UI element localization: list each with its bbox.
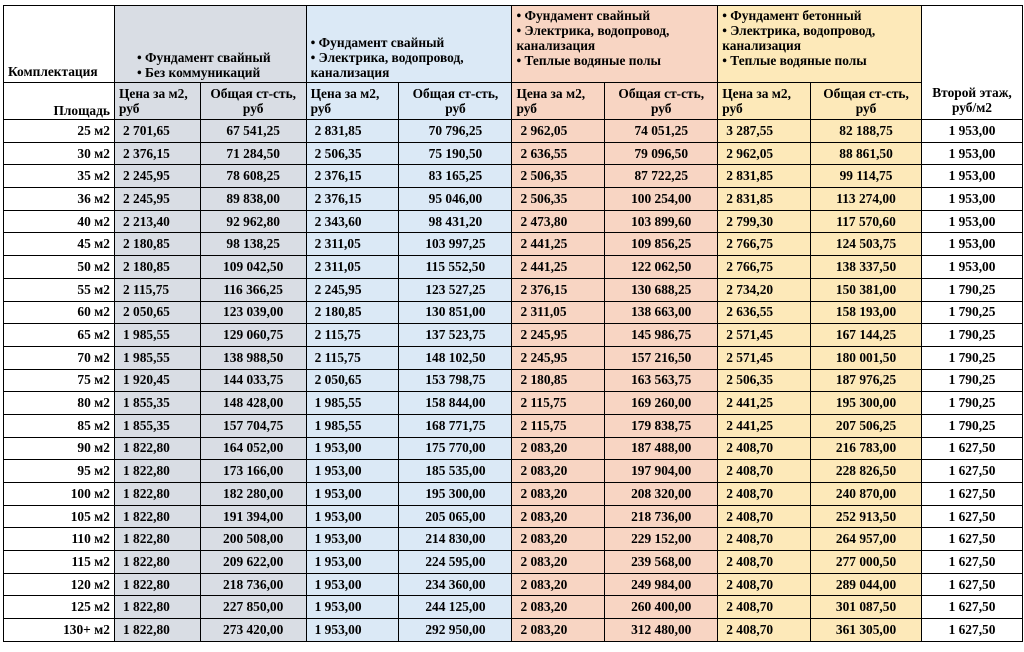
table-row [4, 188, 1023, 211]
total-cell-4: 240 870,00 [811, 483, 922, 506]
price-cell-2: 2 311,05 [306, 256, 399, 279]
total-cell-1: 218 736,00 [200, 573, 306, 596]
price-cell-1: 1 822,80 [114, 573, 200, 596]
group-3-line-2: • Электрика, водопровод, канализация [516, 23, 670, 53]
area-cell: 36 м2 [4, 188, 115, 211]
total-cell-2: 130 851,00 [399, 301, 512, 324]
total-cell-2: 175 770,00 [399, 437, 512, 460]
price-cell-2: 1 953,00 [306, 596, 399, 619]
price-cell-1: 2 245,95 [114, 165, 200, 188]
total-cell-2: 244 125,00 [399, 596, 512, 619]
group-2-line-2: • Электрика, водопровод, канализация [310, 50, 464, 80]
price-cell-4: 2 408,70 [718, 437, 811, 460]
total-cell-4: 82 188,75 [811, 120, 922, 143]
price-cell-3: 2 441,25 [512, 256, 605, 279]
total-cell-3: 109 856,25 [605, 233, 718, 256]
price-cell-3: 2 180,85 [512, 369, 605, 392]
second-floor-header: Второй этаж, руб/м2 [922, 6, 1023, 120]
price-cell-1: 1 822,80 [114, 437, 200, 460]
total-cell-3: 87 722,25 [605, 165, 718, 188]
price-cell-4: 2 831,85 [718, 188, 811, 211]
second-floor-cell: 1 627,50 [922, 551, 1023, 574]
total-cell-3: 218 736,00 [605, 505, 718, 528]
price-cell-3: 2 083,20 [512, 573, 605, 596]
total-cell-4: 187 976,25 [811, 369, 922, 392]
price-cell-3: 2 083,20 [512, 437, 605, 460]
second-floor-cell: 1 790,25 [922, 392, 1023, 415]
total-cell-2: 70 796,25 [399, 120, 512, 143]
total-cell-2: 234 360,00 [399, 573, 512, 596]
total-cell-4: 158 193,00 [811, 301, 922, 324]
area-cell: 110 м2 [4, 528, 115, 551]
total-cell-2: 103 997,25 [399, 233, 512, 256]
total-cell-4: 167 144,25 [811, 324, 922, 347]
total-cell-3: 187 488,00 [605, 437, 718, 460]
total-cell-3: 157 216,50 [605, 346, 718, 369]
total-cell-2: 168 771,75 [399, 414, 512, 437]
total-cell-2: 95 046,00 [399, 188, 512, 211]
second-floor-cell: 1 790,25 [922, 278, 1023, 301]
total-cell-2: 195 300,00 [399, 483, 512, 506]
total-cell-4: 289 044,00 [811, 573, 922, 596]
table-row [4, 596, 1023, 619]
price-cell-2: 1 953,00 [306, 460, 399, 483]
col-total-4: Общая ст-сть, руб [811, 83, 922, 120]
total-cell-1: 123 039,00 [200, 301, 306, 324]
area-cell: 95 м2 [4, 460, 115, 483]
group-header-4 [718, 6, 922, 83]
total-cell-3: 208 320,00 [605, 483, 718, 506]
total-cell-4: 124 503,75 [811, 233, 922, 256]
total-cell-2: 205 065,00 [399, 505, 512, 528]
table-row [4, 551, 1023, 574]
price-cell-3: 2 083,20 [512, 460, 605, 483]
price-cell-4: 2 636,55 [718, 301, 811, 324]
price-cell-4: 2 571,45 [718, 324, 811, 347]
price-cell-4: 2 408,70 [718, 573, 811, 596]
total-cell-3: 239 568,00 [605, 551, 718, 574]
total-cell-4: 150 381,00 [811, 278, 922, 301]
price-cell-2: 2 115,75 [306, 324, 399, 347]
total-cell-2: 123 527,25 [399, 278, 512, 301]
table-row [4, 437, 1023, 460]
price-cell-3: 2 083,20 [512, 551, 605, 574]
table-row [4, 142, 1023, 165]
table-row [4, 256, 1023, 279]
table-row [4, 301, 1023, 324]
total-cell-4: 180 001,50 [811, 346, 922, 369]
header-row-columns [4, 83, 1023, 120]
price-cell-2: 2 376,15 [306, 165, 399, 188]
group-3-line-3: • Теплые водяные полы [516, 53, 661, 68]
price-cell-1: 2 180,85 [114, 233, 200, 256]
second-floor-cell: 1 627,50 [922, 596, 1023, 619]
total-cell-3: 312 480,00 [605, 619, 718, 642]
area-cell: 130+ м2 [4, 619, 115, 642]
second-floor-cell: 1 953,00 [922, 188, 1023, 211]
price-cell-2: 2 343,60 [306, 210, 399, 233]
price-cell-3: 2 115,75 [512, 414, 605, 437]
total-cell-1: 78 608,25 [200, 165, 306, 188]
total-cell-2: 214 830,00 [399, 528, 512, 551]
price-cell-1: 2 050,65 [114, 301, 200, 324]
area-cell: 55 м2 [4, 278, 115, 301]
total-cell-1: 191 394,00 [200, 505, 306, 528]
price-cell-2: 1 953,00 [306, 505, 399, 528]
total-cell-3: 74 051,25 [605, 120, 718, 143]
total-cell-3: 197 904,00 [605, 460, 718, 483]
total-cell-3: 145 986,75 [605, 324, 718, 347]
total-cell-3: 103 899,60 [605, 210, 718, 233]
total-cell-3: 100 254,00 [605, 188, 718, 211]
price-cell-1: 1 985,55 [114, 324, 200, 347]
price-cell-3: 2 083,20 [512, 528, 605, 551]
total-cell-1: 209 622,00 [200, 551, 306, 574]
total-cell-4: 113 274,00 [811, 188, 922, 211]
second-floor-cell: 1 627,50 [922, 573, 1023, 596]
area-cell: 70 м2 [4, 346, 115, 369]
second-floor-cell: 1 790,25 [922, 324, 1023, 347]
total-cell-4: 228 826,50 [811, 460, 922, 483]
col-total-3: Общая ст-сть, руб [605, 83, 718, 120]
area-cell: 40 м2 [4, 210, 115, 233]
price-cell-4: 2 766,75 [718, 256, 811, 279]
total-cell-3: 79 096,50 [605, 142, 718, 165]
price-cell-3: 2 441,25 [512, 233, 605, 256]
total-cell-4: 252 913,50 [811, 505, 922, 528]
price-cell-2: 2 180,85 [306, 301, 399, 324]
total-cell-2: 137 523,75 [399, 324, 512, 347]
total-cell-1: 129 060,75 [200, 324, 306, 347]
table-row [4, 120, 1023, 143]
price-cell-2: 2 311,05 [306, 233, 399, 256]
total-cell-4: 277 000,50 [811, 551, 922, 574]
second-floor-cell: 1 790,25 [922, 414, 1023, 437]
total-cell-1: 109 042,50 [200, 256, 306, 279]
price-cell-4: 3 287,55 [718, 120, 811, 143]
total-cell-2: 153 798,75 [399, 369, 512, 392]
area-cell: 90 м2 [4, 437, 115, 460]
price-cell-3: 2 962,05 [512, 120, 605, 143]
table-row [4, 392, 1023, 415]
price-cell-3: 2 506,35 [512, 188, 605, 211]
group-header-1 [114, 6, 306, 83]
group-header-2 [306, 6, 512, 83]
area-cell: 60 м2 [4, 301, 115, 324]
second-floor-cell: 1 953,00 [922, 210, 1023, 233]
price-cell-3: 2 115,75 [512, 392, 605, 415]
second-floor-cell: 1 627,50 [922, 460, 1023, 483]
price-cell-1: 1 920,45 [114, 369, 200, 392]
table-body [4, 120, 1023, 642]
price-cell-1: 1 822,80 [114, 619, 200, 642]
second-floor-cell: 1 627,50 [922, 505, 1023, 528]
table-row [4, 346, 1023, 369]
total-cell-2: 158 844,00 [399, 392, 512, 415]
price-cell-3: 2 083,20 [512, 483, 605, 506]
price-cell-3: 2 473,80 [512, 210, 605, 233]
col-total-2: Общая ст-сть, руб [399, 83, 512, 120]
second-floor-cell: 1 790,25 [922, 369, 1023, 392]
price-table [3, 5, 1023, 642]
total-cell-4: 264 957,00 [811, 528, 922, 551]
price-cell-4: 2 408,70 [718, 505, 811, 528]
group-2-line-1: • Фундамент свайный [310, 35, 445, 50]
total-cell-4: 207 506,25 [811, 414, 922, 437]
price-cell-1: 2 701,65 [114, 120, 200, 143]
second-floor-cell: 1 627,50 [922, 437, 1023, 460]
group-1-line-1: • Фундамент свайный [136, 50, 271, 65]
price-cell-4: 2 766,75 [718, 233, 811, 256]
second-floor-cell: 1 953,00 [922, 165, 1023, 188]
area-cell: 35 м2 [4, 165, 115, 188]
second-floor-cell: 1 953,00 [922, 256, 1023, 279]
price-cell-2: 2 245,95 [306, 278, 399, 301]
ploshchad-header: Площадь [4, 83, 115, 120]
table-row [4, 460, 1023, 483]
price-cell-2: 1 953,00 [306, 619, 399, 642]
price-cell-4: 2 408,70 [718, 483, 811, 506]
price-cell-1: 2 213,40 [114, 210, 200, 233]
area-cell: 80 м2 [4, 392, 115, 415]
total-cell-4: 99 114,75 [811, 165, 922, 188]
total-cell-4: 117 570,60 [811, 210, 922, 233]
second-floor-cell: 1 953,00 [922, 142, 1023, 165]
group-4-line-3: • Теплые водяные полы [722, 53, 867, 68]
price-cell-4: 2 441,25 [718, 392, 811, 415]
header-row-groups [4, 6, 1023, 83]
total-cell-1: 144 033,75 [200, 369, 306, 392]
total-cell-1: 89 838,00 [200, 188, 306, 211]
price-cell-2: 2 050,65 [306, 369, 399, 392]
price-cell-1: 1 822,80 [114, 460, 200, 483]
col-total-1: Общая ст-сть, руб [200, 83, 306, 120]
total-cell-1: 138 988,50 [200, 346, 306, 369]
price-cell-1: 1 822,80 [114, 596, 200, 619]
area-cell: 30 м2 [4, 142, 115, 165]
area-cell: 50 м2 [4, 256, 115, 279]
price-cell-3: 2 083,20 [512, 596, 605, 619]
total-cell-4: 195 300,00 [811, 392, 922, 415]
total-cell-4: 361 305,00 [811, 619, 922, 642]
price-cell-3: 2 083,20 [512, 619, 605, 642]
area-cell: 75 м2 [4, 369, 115, 392]
col-price-4: Цена за м2, руб [718, 83, 811, 120]
price-cell-1: 1 985,55 [114, 346, 200, 369]
total-cell-2: 75 190,50 [399, 142, 512, 165]
price-cell-4: 2 571,45 [718, 346, 811, 369]
price-cell-2: 1 953,00 [306, 528, 399, 551]
table-row [4, 619, 1023, 642]
price-cell-3: 2 245,95 [512, 324, 605, 347]
total-cell-1: 71 284,50 [200, 142, 306, 165]
total-cell-1: 273 420,00 [200, 619, 306, 642]
total-cell-2: 148 102,50 [399, 346, 512, 369]
total-cell-1: 92 962,80 [200, 210, 306, 233]
total-cell-3: 260 400,00 [605, 596, 718, 619]
price-table-container [3, 5, 1023, 642]
price-cell-2: 1 953,00 [306, 437, 399, 460]
col-price-2: Цена за м2, руб [306, 83, 399, 120]
price-cell-2: 1 953,00 [306, 483, 399, 506]
price-cell-1: 1 855,35 [114, 414, 200, 437]
area-cell: 105 м2 [4, 505, 115, 528]
total-cell-2: 185 535,00 [399, 460, 512, 483]
col-price-3: Цена за м2, руб [512, 83, 605, 120]
table-row [4, 414, 1023, 437]
price-cell-4: 2 734,20 [718, 278, 811, 301]
area-cell: 85 м2 [4, 414, 115, 437]
price-cell-1: 2 180,85 [114, 256, 200, 279]
total-cell-1: 173 166,00 [200, 460, 306, 483]
price-cell-2: 1 953,00 [306, 551, 399, 574]
price-cell-3: 2 311,05 [512, 301, 605, 324]
total-cell-1: 182 280,00 [200, 483, 306, 506]
total-cell-4: 88 861,50 [811, 142, 922, 165]
second-floor-cell: 1 790,25 [922, 346, 1023, 369]
total-cell-3: 179 838,75 [605, 414, 718, 437]
group-4-line-2: • Электрика, водопровод, канализация [722, 23, 876, 53]
total-cell-2: 292 950,00 [399, 619, 512, 642]
table-row [4, 210, 1023, 233]
total-cell-1: 67 541,25 [200, 120, 306, 143]
total-cell-1: 200 508,00 [200, 528, 306, 551]
group-3-line-1: • Фундамент свайный [516, 8, 651, 23]
second-floor-cell: 1 790,25 [922, 301, 1023, 324]
area-cell: 65 м2 [4, 324, 115, 347]
second-floor-cell: 1 627,50 [922, 619, 1023, 642]
total-cell-2: 224 595,00 [399, 551, 512, 574]
total-cell-3: 249 984,00 [605, 573, 718, 596]
price-cell-2: 1 985,55 [306, 392, 399, 415]
price-cell-3: 2 376,15 [512, 278, 605, 301]
table-row [4, 505, 1023, 528]
total-cell-1: 157 704,75 [200, 414, 306, 437]
price-cell-4: 2 799,30 [718, 210, 811, 233]
price-cell-2: 2 115,75 [306, 346, 399, 369]
total-cell-1: 116 366,25 [200, 278, 306, 301]
table-row [4, 233, 1023, 256]
price-cell-4: 2 441,25 [718, 414, 811, 437]
area-cell: 125 м2 [4, 596, 115, 619]
price-cell-1: 1 855,35 [114, 392, 200, 415]
price-cell-2: 2 831,85 [306, 120, 399, 143]
price-cell-1: 1 822,80 [114, 505, 200, 528]
total-cell-1: 148 428,00 [200, 392, 306, 415]
table-row [4, 483, 1023, 506]
total-cell-3: 169 260,00 [605, 392, 718, 415]
second-floor-cell: 1 953,00 [922, 233, 1023, 256]
table-row [4, 369, 1023, 392]
komplektaciya-header: Комплектация [4, 6, 115, 83]
price-cell-1: 2 115,75 [114, 278, 200, 301]
price-cell-3: 2 245,95 [512, 346, 605, 369]
price-cell-4: 2 962,05 [718, 142, 811, 165]
area-cell: 100 м2 [4, 483, 115, 506]
total-cell-2: 98 431,20 [399, 210, 512, 233]
total-cell-3: 229 152,00 [605, 528, 718, 551]
area-cell: 115 м2 [4, 551, 115, 574]
total-cell-2: 115 552,50 [399, 256, 512, 279]
price-cell-4: 2 408,70 [718, 528, 811, 551]
price-cell-4: 2 506,35 [718, 369, 811, 392]
second-floor-cell: 1 627,50 [922, 483, 1023, 506]
total-cell-4: 216 783,00 [811, 437, 922, 460]
price-cell-1: 1 822,80 [114, 528, 200, 551]
price-cell-4: 2 408,70 [718, 619, 811, 642]
group-1-line-2: • Без коммуникаций [136, 65, 261, 80]
price-cell-1: 1 822,80 [114, 483, 200, 506]
total-cell-3: 122 062,50 [605, 256, 718, 279]
group-4-line-1: • Фундамент бетонный [722, 8, 862, 23]
price-cell-3: 2 636,55 [512, 142, 605, 165]
price-cell-2: 1 953,00 [306, 573, 399, 596]
price-cell-4: 2 831,85 [718, 165, 811, 188]
total-cell-1: 164 052,00 [200, 437, 306, 460]
price-cell-2: 2 376,15 [306, 188, 399, 211]
total-cell-3: 130 688,25 [605, 278, 718, 301]
price-cell-3: 2 083,20 [512, 505, 605, 528]
price-cell-1: 2 376,15 [114, 142, 200, 165]
table-row [4, 278, 1023, 301]
price-cell-2: 1 985,55 [306, 414, 399, 437]
table-row [4, 324, 1023, 347]
price-cell-1: 2 245,95 [114, 188, 200, 211]
area-cell: 120 м2 [4, 573, 115, 596]
price-cell-3: 2 506,35 [512, 165, 605, 188]
table-row [4, 165, 1023, 188]
table-row [4, 528, 1023, 551]
total-cell-2: 83 165,25 [399, 165, 512, 188]
area-cell: 25 м2 [4, 120, 115, 143]
total-cell-4: 138 337,50 [811, 256, 922, 279]
total-cell-3: 138 663,00 [605, 301, 718, 324]
price-cell-1: 1 822,80 [114, 551, 200, 574]
total-cell-1: 98 138,25 [200, 233, 306, 256]
price-cell-2: 2 506,35 [306, 142, 399, 165]
second-floor-cell: 1 627,50 [922, 528, 1023, 551]
price-cell-4: 2 408,70 [718, 460, 811, 483]
price-cell-4: 2 408,70 [718, 551, 811, 574]
col-price-1: Цена за м2, руб [114, 83, 200, 120]
price-cell-4: 2 408,70 [718, 596, 811, 619]
total-cell-3: 163 563,75 [605, 369, 718, 392]
total-cell-4: 301 087,50 [811, 596, 922, 619]
table-row [4, 573, 1023, 596]
second-floor-cell: 1 953,00 [922, 120, 1023, 143]
total-cell-1: 227 850,00 [200, 596, 306, 619]
group-header-3 [512, 6, 718, 83]
area-cell: 45 м2 [4, 233, 115, 256]
